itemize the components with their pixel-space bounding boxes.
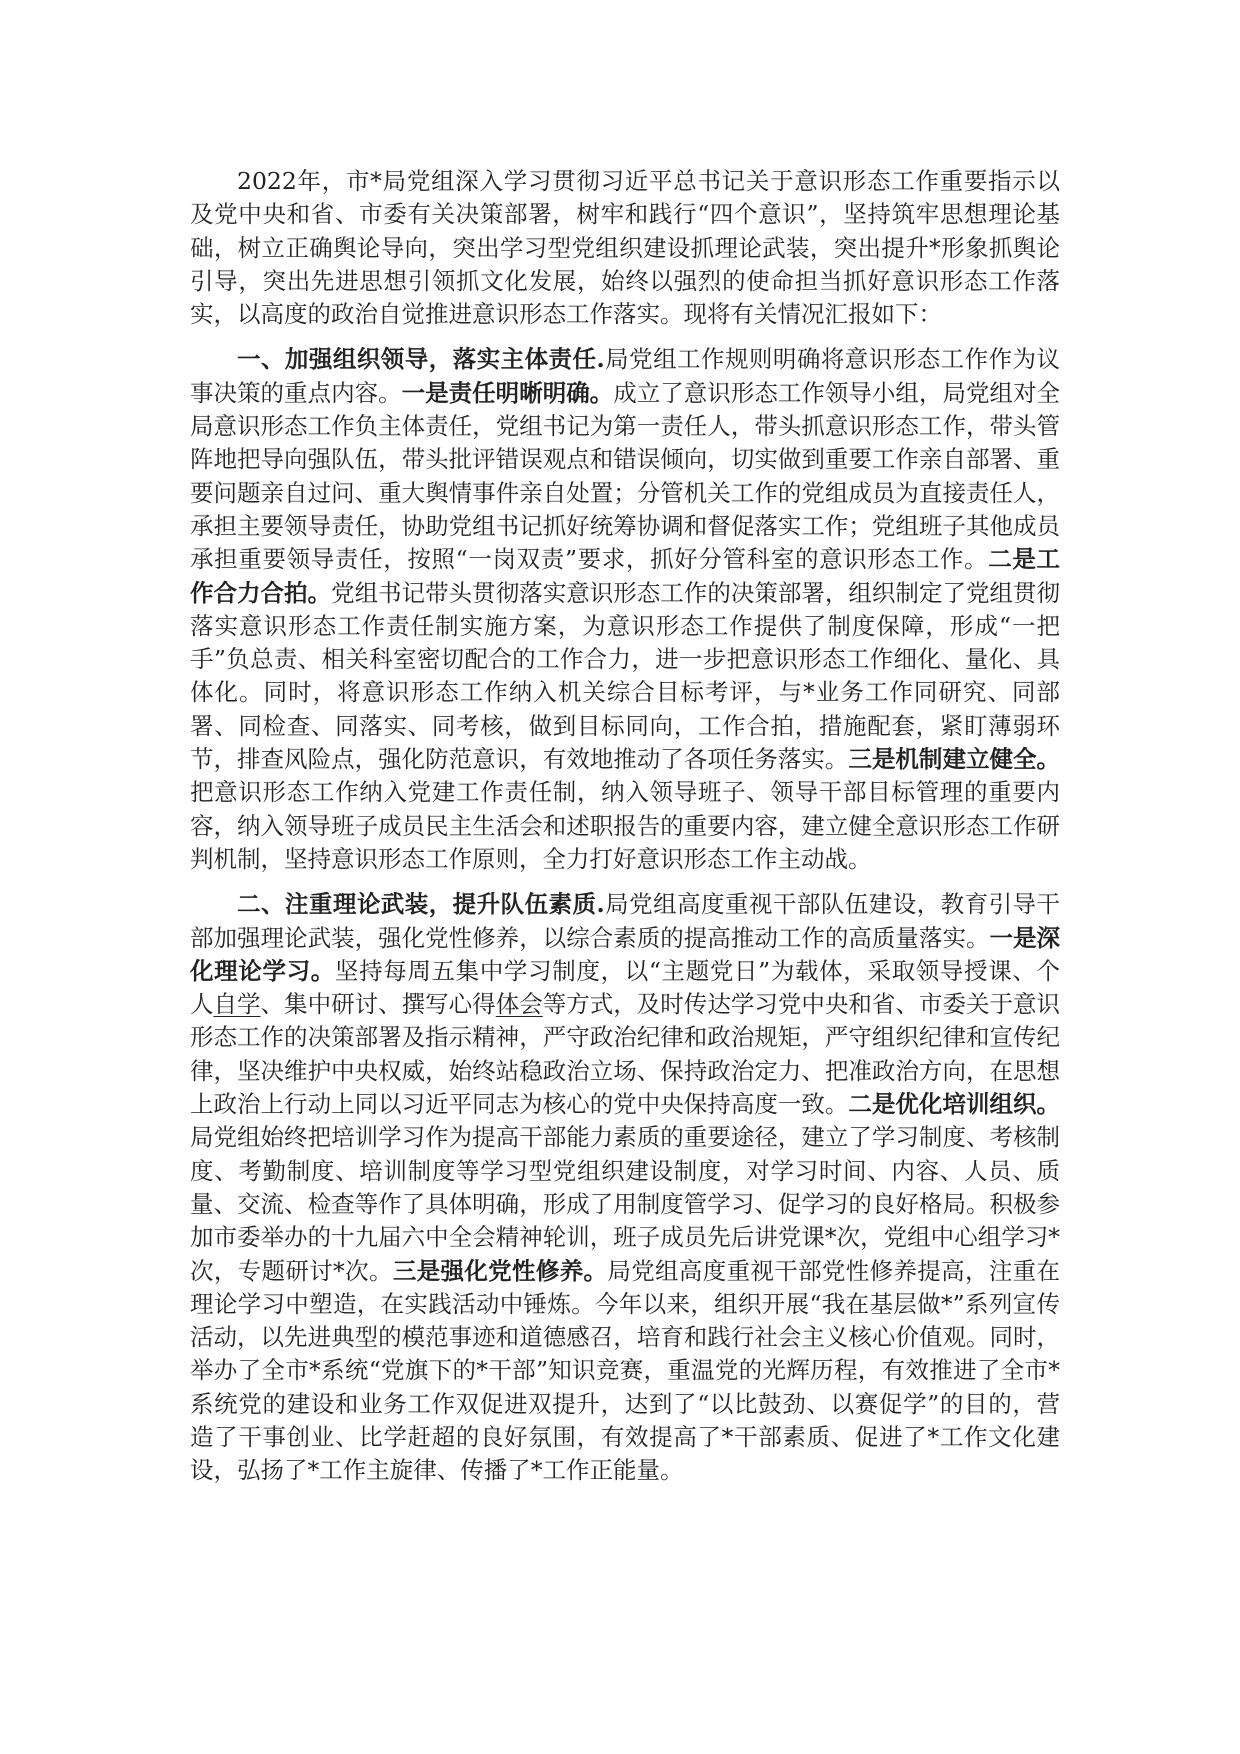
section2-point-2: 二是优化培训组织。 (848, 1090, 1061, 1119)
section2-text-2c: 等方式，及时传达学习党中央和省、市委关于意识形态工作的决策部署及指示精神，严守政治纪律和政治规矩，严守组织纪律和宣传纪律，坚决维护中央权威，始终站稳政治立场、保持政治定力、把准政治方向，在思想上政治上行动上同以习近平同志为核心的党中央保持高度一致。 (190, 990, 1061, 1119)
section1-heading: 一、加强组织领导，落实主体责任. (237, 345, 605, 374)
document-body (190, 165, 1060, 1500)
section2-heading: 二、注重理论武装，提升队伍素质. (237, 890, 605, 919)
section2-text-1: 局党组高度重视干部队伍建设，教育引导干部加强理论武装，强化党性修养，以综合素质的提高推动工作的高质量落实。 (190, 890, 1061, 952)
section2-point-3: 三是强化党性修养。 (392, 1256, 608, 1285)
section1-point-1: 一是责任明晰明确。 (401, 378, 614, 407)
section2-text-4: 局党组高度重视干部党性修养提高，注重在理论学习中塑造，在实践活动中锤炼。今年以来，组织开展“我在基层做*”系列宣传活动，以先进典型的模范事迹和道德感召，培育和践行社会主义核心价值观。同时，举办了全市*系统“党旗下的*干部”知识竞赛，重温党的光辉历程，有效推进了全市*系统党的建设和业务工作双促进双提升，达到了“以比鼓劲、以赛促学”的目的，营造了干事创业、比学赶超的良好氛围，有效提高了*干部素质、促进了*工作文化建设，弘扬了*工作主旋律、传播了*工作正能量。 (190, 1256, 1060, 1485)
section2-point-1: 一是深化理论学习。 (190, 923, 1061, 985)
underlined-word-tihui: 体会 (495, 990, 543, 1019)
section2-text-3: 局党组始终把培训学习作为提高干部能力素质的重要途径，建立了学习制度、考核制度、考勤制度、培训制度等学习型党组织建设制度，对学习时间、内容、人员、质量、交流、检查等作了具体明确，形成了用制度管学习、促学习的良好格局。积极参加市委举办的十九届六中全会精神轮训，班子成员先后讲党课*次，党组中心组学习*次，专题研讨*次。 (190, 1123, 1060, 1285)
underlined-word-zixue: 自学 (213, 990, 261, 1019)
section2-text-2b: 、集中研讨、撰写心得 (260, 990, 496, 1019)
section2-text-2a: 坚持每周五集中学习制度，以“主题党日”为载体，采取领导授课、个人 (190, 956, 1061, 1019)
intro-text: 2022年，市*局党组深入学习贯彻习近平总书记关于意识形态工作重要指示以及党中央和省、市委有关决策部署，树牢和践行“四个意识”，坚持筑牢思想理论基础，树立正确舆论导向，突出学习型党组织建设抓理论武装，突出提升*形象抓舆论引导，突出先进思想引领抓文化发展，始终以强烈的使命担当抓好意识形态工作落实，以高度的政治自觉推进意识形态工作落实。现将有关情况汇报如下： (190, 167, 1060, 329)
section1-point-3: 三是机制建立健全。 (848, 745, 1061, 774)
section1-paragraph (190, 343, 1060, 876)
section1-text-2: 成立了意识形态工作领导小组，局党组对全局意识形态工作负主体责任，党组书记为第一责任人，带头抓意识形态工作，带头管阵地把导向强队伍，带头批评错误观点和错误倾向，切实做到重要工作亲自部署、重要问题亲自过问、重大舆情事件亲自处置；分管机关工作的党组成员为直接责任人，承担主要领导责任，协助党组书记抓好统筹协调和督促落实工作；党组班子其他成员承担重要领导责任，按照“一岗双责”要求，抓好分管科室的意识形态工作。 (190, 378, 1060, 574)
section1-text-1: 局党组工作规则明确将意识形态工作作为议事决策的重点内容。 (190, 345, 1061, 407)
section2-paragraph (190, 888, 1060, 1487)
section1-point-2: 二是工作合力合拍。 (190, 545, 1061, 607)
intro-paragraph (190, 165, 1060, 331)
section1-text-3: 党组书记带头贯彻落实意识形态工作的决策部署，组织制定了党组贯彻落实意识形态工作责任制实施方案，为意识形态工作提供了制度保障，形成“一把手”负总责、相关科室密切配合的工作合力，进一步把意识形态工作细化、量化、具体化。同时，将意识形态工作纳入机关综合目标考评，与*业务工作同研究、同部署、同检查、同落实、同考核，做到目标同向，工作合拍，措施配套，紧盯薄弱环节，排查风险点，强化防范意识，有效地推动了各项任务落实。 (190, 578, 1061, 774)
section1-text-4: 把意识形态工作纳入党建工作责任制，纳入领导班子、领导干部目标管理的重要内容，纳入领导班子成员民主生活会和述职报告的重要内容，建立健全意识形态工作研判机制，坚持意识形态工作原则，全力打好意识形态工作主动战。 (190, 778, 1060, 873)
